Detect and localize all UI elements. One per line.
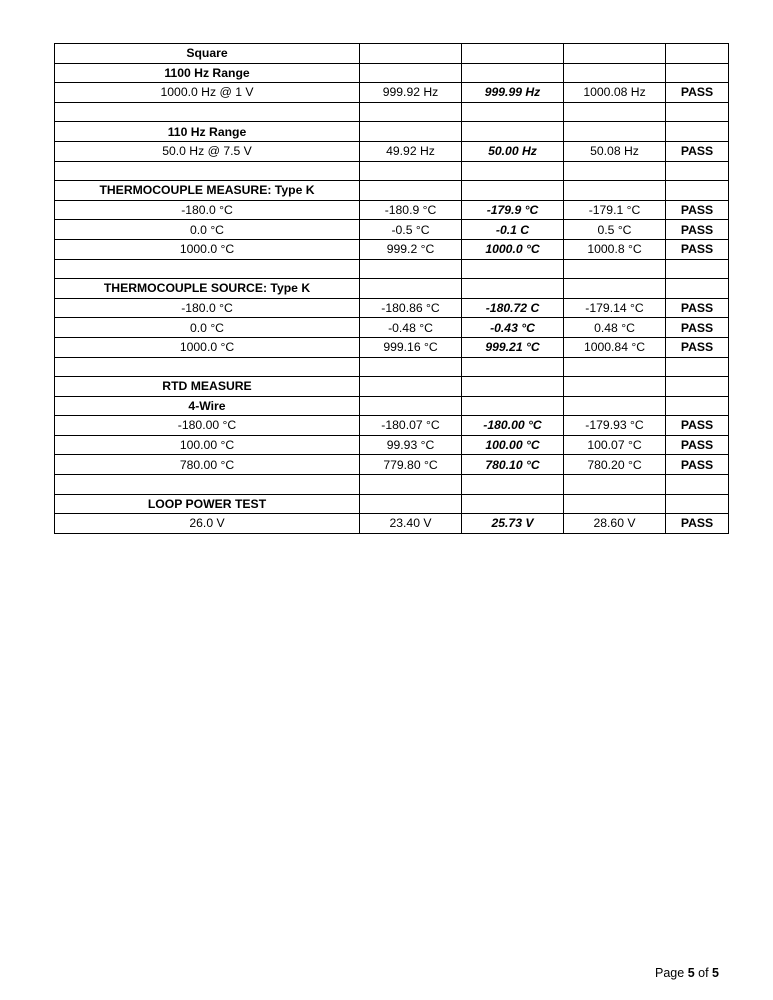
test-point: 0.0 °C <box>55 318 360 338</box>
spacer-row <box>55 259 729 279</box>
empty-cell <box>462 259 564 279</box>
empty-cell <box>360 44 462 64</box>
empty-cell <box>666 259 729 279</box>
table-row <box>55 318 729 338</box>
empty-cell <box>462 377 564 397</box>
section-header-row <box>55 396 729 416</box>
spacer-row <box>55 357 729 377</box>
lower-limit: -0.5 °C <box>360 220 462 240</box>
measured-value: 780.10 °C <box>462 455 564 475</box>
empty-cell <box>666 122 729 142</box>
table-row <box>55 200 729 220</box>
table-row <box>55 141 729 161</box>
table-row <box>55 455 729 475</box>
empty-cell <box>564 181 666 201</box>
empty-cell <box>462 63 564 83</box>
empty-cell <box>360 494 462 514</box>
section-header: 4-Wire <box>55 396 360 416</box>
measured-value: -0.1 C <box>462 220 564 240</box>
table-row <box>55 337 729 357</box>
empty-cell <box>55 102 360 122</box>
lower-limit: 999.16 °C <box>360 337 462 357</box>
empty-cell <box>462 161 564 181</box>
measured-value: 100.00 °C <box>462 435 564 455</box>
calibration-table-body <box>55 44 729 534</box>
empty-cell <box>666 377 729 397</box>
empty-cell <box>666 161 729 181</box>
result: PASS <box>666 220 729 240</box>
upper-limit: -179.93 °C <box>564 416 666 436</box>
test-point: 26.0 V <box>55 514 360 534</box>
empty-cell <box>564 475 666 495</box>
lower-limit: 99.93 °C <box>360 435 462 455</box>
section-header-row <box>55 377 729 397</box>
empty-cell <box>360 357 462 377</box>
result: PASS <box>666 416 729 436</box>
lower-limit: 23.40 V <box>360 514 462 534</box>
page-footer <box>655 966 719 980</box>
empty-cell <box>55 357 360 377</box>
calibration-table <box>54 43 729 534</box>
test-point: 780.00 °C <box>55 455 360 475</box>
empty-cell <box>360 122 462 142</box>
empty-cell <box>462 44 564 64</box>
measured-value: 1000.0 °C <box>462 239 564 259</box>
lower-limit: 999.92 Hz <box>360 83 462 103</box>
lower-limit: -180.86 °C <box>360 298 462 318</box>
upper-limit: 100.07 °C <box>564 435 666 455</box>
spacer-row <box>55 102 729 122</box>
empty-cell <box>666 44 729 64</box>
measured-value: -179.9 °C <box>462 200 564 220</box>
section-header-row <box>55 181 729 201</box>
test-point: 50.0 Hz @ 7.5 V <box>55 141 360 161</box>
empty-cell <box>462 494 564 514</box>
empty-cell <box>462 102 564 122</box>
lower-limit: 49.92 Hz <box>360 141 462 161</box>
empty-cell <box>55 259 360 279</box>
section-header: LOOP POWER TEST <box>55 494 360 514</box>
test-point: -180.00 °C <box>55 416 360 436</box>
test-point: 1000.0 °C <box>55 239 360 259</box>
empty-cell <box>666 63 729 83</box>
test-point: 0.0 °C <box>55 220 360 240</box>
empty-cell <box>360 475 462 495</box>
result: PASS <box>666 239 729 259</box>
empty-cell <box>462 396 564 416</box>
section-header-row <box>55 63 729 83</box>
section-header: Square <box>55 44 360 64</box>
empty-cell <box>564 396 666 416</box>
empty-cell <box>666 357 729 377</box>
result: PASS <box>666 141 729 161</box>
table-row <box>55 83 729 103</box>
result: PASS <box>666 514 729 534</box>
empty-cell <box>564 102 666 122</box>
upper-limit: 0.48 °C <box>564 318 666 338</box>
empty-cell <box>360 396 462 416</box>
empty-cell <box>666 181 729 201</box>
result: PASS <box>666 318 729 338</box>
measured-value: 999.99 Hz <box>462 83 564 103</box>
spacer-row <box>55 475 729 495</box>
empty-cell <box>564 161 666 181</box>
upper-limit: 50.08 Hz <box>564 141 666 161</box>
empty-cell <box>564 357 666 377</box>
table-row <box>55 514 729 534</box>
empty-cell <box>666 396 729 416</box>
lower-limit: -0.48 °C <box>360 318 462 338</box>
page-label: Page <box>655 966 685 980</box>
empty-cell <box>360 279 462 299</box>
empty-cell <box>564 259 666 279</box>
empty-cell <box>462 181 564 201</box>
result: PASS <box>666 83 729 103</box>
measured-value: 25.73 V <box>462 514 564 534</box>
table-row <box>55 298 729 318</box>
upper-limit: -179.14 °C <box>564 298 666 318</box>
page-total: 5 <box>712 966 719 980</box>
result: PASS <box>666 298 729 318</box>
measured-value: 50.00 Hz <box>462 141 564 161</box>
test-point: 100.00 °C <box>55 435 360 455</box>
empty-cell <box>564 494 666 514</box>
empty-cell <box>360 161 462 181</box>
empty-cell <box>360 102 462 122</box>
upper-limit: 1000.84 °C <box>564 337 666 357</box>
section-header-row <box>55 44 729 64</box>
empty-cell <box>564 44 666 64</box>
empty-cell <box>462 475 564 495</box>
lower-limit: -180.9 °C <box>360 200 462 220</box>
empty-cell <box>360 181 462 201</box>
test-point: 1000.0 Hz @ 1 V <box>55 83 360 103</box>
table-row <box>55 220 729 240</box>
measured-value: -0.43 °C <box>462 318 564 338</box>
table-row <box>55 239 729 259</box>
result: PASS <box>666 200 729 220</box>
page-current: 5 <box>687 966 695 980</box>
empty-cell <box>666 494 729 514</box>
result: PASS <box>666 455 729 475</box>
empty-cell <box>360 63 462 83</box>
section-header: 110 Hz Range <box>55 122 360 142</box>
empty-cell <box>360 259 462 279</box>
section-header: RTD MEASURE <box>55 377 360 397</box>
empty-cell <box>666 475 729 495</box>
table-row <box>55 435 729 455</box>
lower-limit: 999.2 °C <box>360 239 462 259</box>
page-of: of <box>698 966 709 980</box>
section-header: THERMOCOUPLE SOURCE: Type K <box>55 279 360 299</box>
measured-value: -180.00 °C <box>462 416 564 436</box>
spacer-row <box>55 161 729 181</box>
empty-cell <box>55 161 360 181</box>
empty-cell <box>564 122 666 142</box>
upper-limit: 1000.8 °C <box>564 239 666 259</box>
empty-cell <box>666 102 729 122</box>
table-row <box>55 416 729 436</box>
empty-cell <box>360 377 462 397</box>
section-header-row <box>55 122 729 142</box>
empty-cell <box>564 63 666 83</box>
empty-cell <box>462 357 564 377</box>
empty-cell <box>564 377 666 397</box>
upper-limit: 780.20 °C <box>564 455 666 475</box>
section-header: 1100 Hz Range <box>55 63 360 83</box>
result: PASS <box>666 435 729 455</box>
upper-limit: 0.5 °C <box>564 220 666 240</box>
upper-limit: 28.60 V <box>564 514 666 534</box>
result: PASS <box>666 337 729 357</box>
empty-cell <box>55 475 360 495</box>
section-header-row <box>55 279 729 299</box>
test-point: -180.0 °C <box>55 200 360 220</box>
lower-limit: 779.80 °C <box>360 455 462 475</box>
measured-value: -180.72 C <box>462 298 564 318</box>
empty-cell <box>564 279 666 299</box>
test-point: -180.0 °C <box>55 298 360 318</box>
section-header: THERMOCOUPLE MEASURE: Type K <box>55 181 360 201</box>
section-header-row <box>55 494 729 514</box>
lower-limit: -180.07 °C <box>360 416 462 436</box>
measured-value: 999.21 °C <box>462 337 564 357</box>
upper-limit: 1000.08 Hz <box>564 83 666 103</box>
empty-cell <box>462 279 564 299</box>
empty-cell <box>462 122 564 142</box>
empty-cell <box>666 279 729 299</box>
test-point: 1000.0 °C <box>55 337 360 357</box>
upper-limit: -179.1 °C <box>564 200 666 220</box>
